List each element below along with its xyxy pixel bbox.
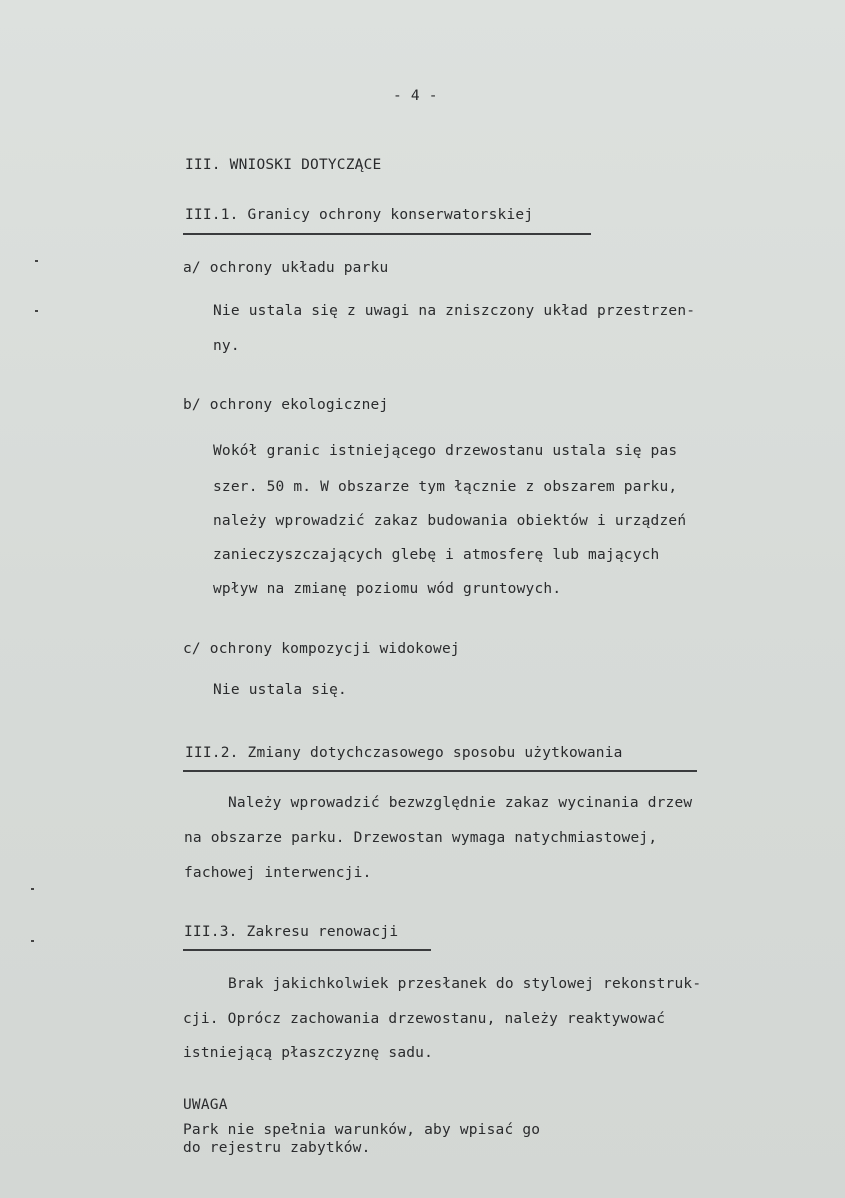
paragraph-line: Nie ustala się z uwagi na zniszczony układ przestrzen- xyxy=(213,303,696,319)
paragraph-line: cji. Oprócz zachowania drzewostanu, należy reaktywować xyxy=(183,1011,666,1027)
heading-iii-2-underline xyxy=(183,770,697,772)
heading-iii-1: III.1. Granicy ochrony konserwatorskiej xyxy=(185,207,534,223)
heading-iii-3-underline xyxy=(183,949,431,951)
paragraph-line: zanieczyszczających glebę i atmosferę lub mających xyxy=(213,547,660,563)
paragraph-line: wpływ na zmianę poziomu wód gruntowych. xyxy=(213,581,562,597)
paragraph-line: Wokół granic istniejącego drzewostanu ustala się pas xyxy=(213,443,678,459)
paragraph-line: istniejącą płaszczyznę sadu. xyxy=(183,1045,434,1061)
page-number: - 4 - xyxy=(393,88,438,104)
margin-speck xyxy=(35,260,38,262)
subsection-b-label: b/ ochrony ekologicznej xyxy=(183,397,389,413)
paragraph-line: fachowej interwencji. xyxy=(184,865,372,881)
paragraph-line: ny. xyxy=(213,338,240,354)
subsection-a-label: a/ ochrony układu parku xyxy=(183,260,389,276)
section-title: III. WNIOSKI DOTYCZĄCE xyxy=(185,157,382,173)
margin-speck xyxy=(31,888,34,890)
margin-speck xyxy=(35,310,38,312)
paragraph-line: Nie ustala się. xyxy=(213,682,347,698)
paragraph-line: na obszarze parku. Drzewostan wymaga natychmiastowej, xyxy=(184,830,658,846)
subsection-c-label: c/ ochrony kompozycji widokowej xyxy=(183,641,460,657)
paragraph-line: szer. 50 m. W obszarze tym łącznie z obszarem parku, xyxy=(213,479,678,495)
paragraph-line: należy wprowadzić zakaz budowania obiektów i urządzeń xyxy=(213,513,687,529)
margin-speck xyxy=(31,940,34,942)
heading-iii-1-underline xyxy=(183,233,591,235)
heading-iii-2: III.2. Zmiany dotychczasowego sposobu użytkowania xyxy=(185,745,623,761)
note-line: Park nie spełnia warunków, aby wpisać go xyxy=(183,1122,541,1138)
note-line: do rejestru zabytków. xyxy=(183,1140,371,1156)
heading-iii-3: III.3. Zakresu renowacji xyxy=(184,924,399,940)
note-label: UWAGA xyxy=(183,1097,228,1113)
paragraph-line: Należy wprowadzić bezwzględnie zakaz wycinania drzew xyxy=(228,795,693,811)
paragraph-line: Brak jakichkolwiek przesłanek do stylowej rekonstruk- xyxy=(228,976,702,992)
